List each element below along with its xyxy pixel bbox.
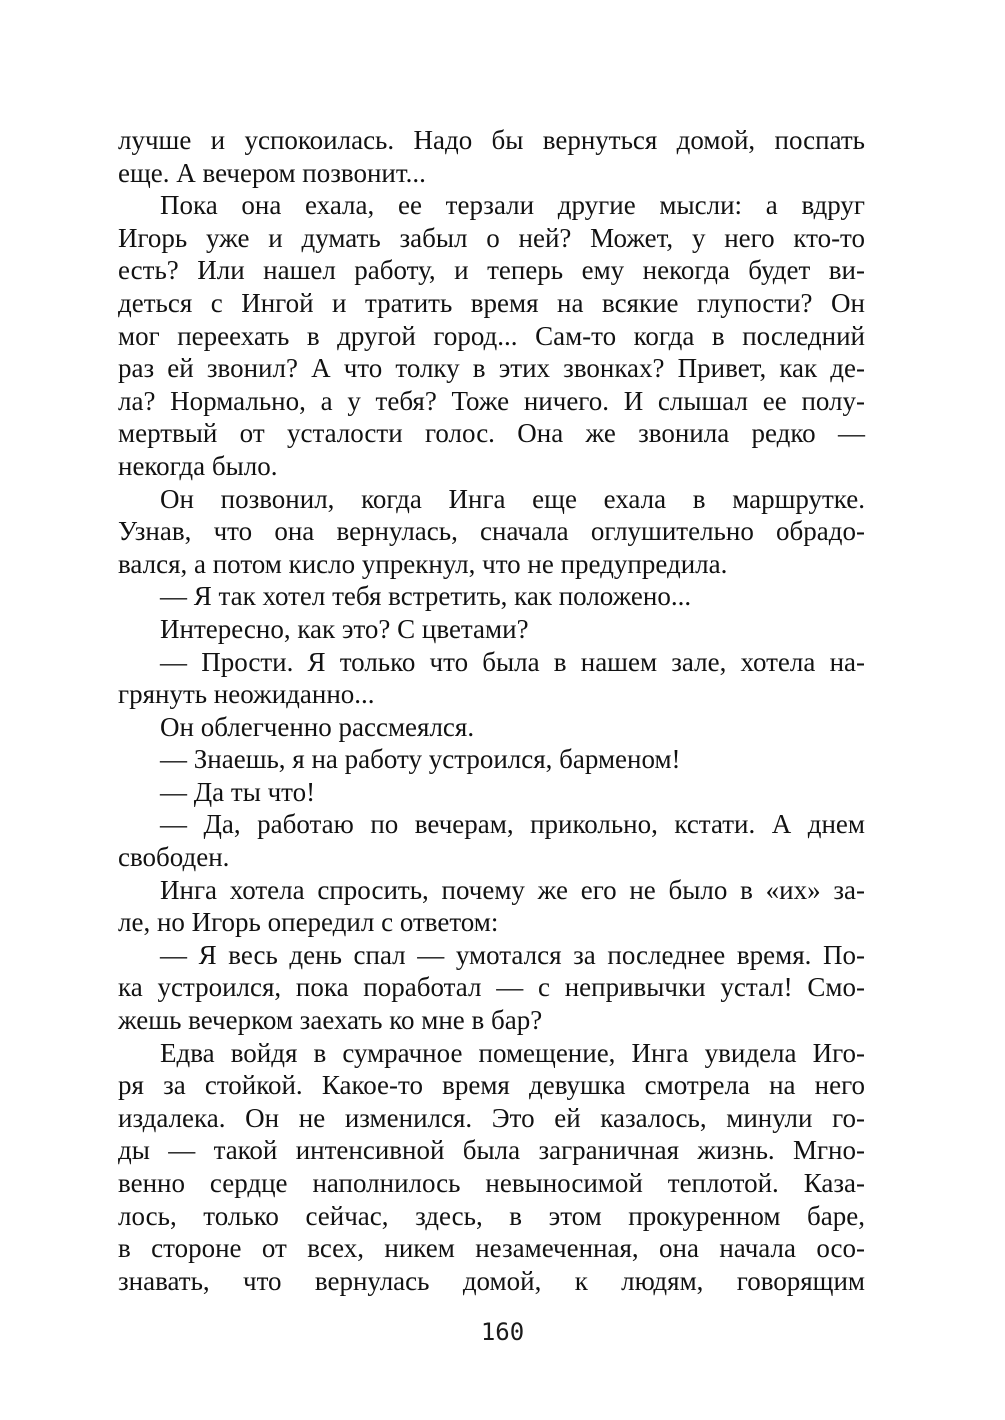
text-line: Инга хотела спросить, почему же его не было в «их» за-	[160, 874, 865, 905]
text-line: — Я весь день спал — умотался за последнее время. По-	[160, 939, 865, 970]
text-line: Узнав, что она вернулась, сначала оглушительно обрадо-	[118, 516, 865, 547]
paragraph	[118, 646, 865, 711]
paragraph	[118, 580, 865, 613]
text-line: мог переехать в другой город... Сам-то когда в последний	[118, 320, 865, 351]
text-line: ря за стойкой. Какое-то время девушка смотрела на него	[118, 1070, 865, 1101]
paragraph	[118, 711, 865, 744]
text-line: Он облегченно рассмеялся.	[160, 711, 475, 742]
text-line: ка устроился, пока поработал — с непривычки устал! Смо-	[118, 972, 865, 1003]
page-number: 160	[480, 1318, 525, 1346]
text-line: — Я так хотел тебя встретить, как положено...	[160, 581, 692, 612]
paragraph	[118, 1037, 865, 1298]
text-line: деться с Ингой и тратить время на всякие глупости? Он	[118, 287, 865, 318]
text-line: Интересно, как это? С цветами?	[160, 613, 529, 644]
text-line: мертвый от усталости голос. Она же звонила редко —	[118, 418, 865, 449]
text-line: раз ей звонил? А что толку в этих звонках? Привет, как де-	[118, 353, 865, 384]
text-line: свободен.	[118, 842, 230, 873]
paragraph	[118, 124, 865, 189]
text-line: в стороне от всех, никем незамеченная, она начала осо-	[118, 1233, 865, 1264]
text-line: ды — такой интенсивной была заграничная жизнь. Мгно-	[118, 1135, 865, 1166]
paragraph	[118, 939, 865, 1037]
text-line: некогда было.	[118, 450, 278, 481]
text-line: лось, только сейчас, здесь, в этом прокуренном баре,	[118, 1200, 865, 1231]
text-line: ле, но Игорь опередил с ответом:	[118, 907, 499, 938]
paragraph	[118, 874, 865, 939]
paragraph	[118, 483, 865, 581]
text-line: — Да ты что!	[160, 776, 316, 807]
text-line: Едва войдя в сумрачное помещение, Инга увидела Иго-	[160, 1037, 865, 1068]
text-line: жешь вечерком заехать ко мне в бар?	[118, 1005, 543, 1036]
text-line: есть? Или нашел работу, и теперь ему некогда будет ви-	[118, 255, 865, 286]
page-text	[118, 124, 865, 1297]
paragraph	[118, 776, 865, 809]
paragraph	[118, 189, 865, 482]
text-line: Он позвонил, когда Инга еще ехала в маршрутке.	[160, 483, 865, 514]
text-line: лучше и успокоилась. Надо бы вернуться домой, поспать	[118, 125, 865, 155]
paragraph	[118, 743, 865, 776]
text-line: еще. А вечером позвонит...	[118, 157, 426, 188]
text-line: ла? Нормально, а у тебя? Тоже ничего. И слышал ее полу-	[118, 385, 865, 416]
text-line: издалека. Он не изменился. Это ей казалось, минули го-	[118, 1102, 865, 1133]
paragraph	[118, 808, 865, 873]
text-line: Пока она ехала, ее терзали другие мысли: а вдруг	[160, 190, 865, 221]
text-line: венно сердце наполнилось невыносимой теплотой. Каза-	[118, 1168, 865, 1198]
paragraph	[118, 613, 865, 646]
text-line: — Знаешь, я на работу устроился, барменом!	[160, 744, 681, 775]
text-line: — Прости. Я только что была в нашем зале, хотела на-	[160, 646, 865, 677]
text-line: вался, а потом кисло упрекнул, что не предупредила.	[118, 548, 728, 579]
text-line: Игорь уже и думать забыл о ней? Может, у него кто-то	[118, 222, 865, 253]
text-line: знавать, что вернулась домой, к людям, говорящим	[118, 1265, 865, 1296]
text-line: — Да, работаю по вечерам, прикольно, кстати. А днем	[160, 809, 865, 840]
text-line: грянуть неожиданно...	[118, 679, 375, 710]
